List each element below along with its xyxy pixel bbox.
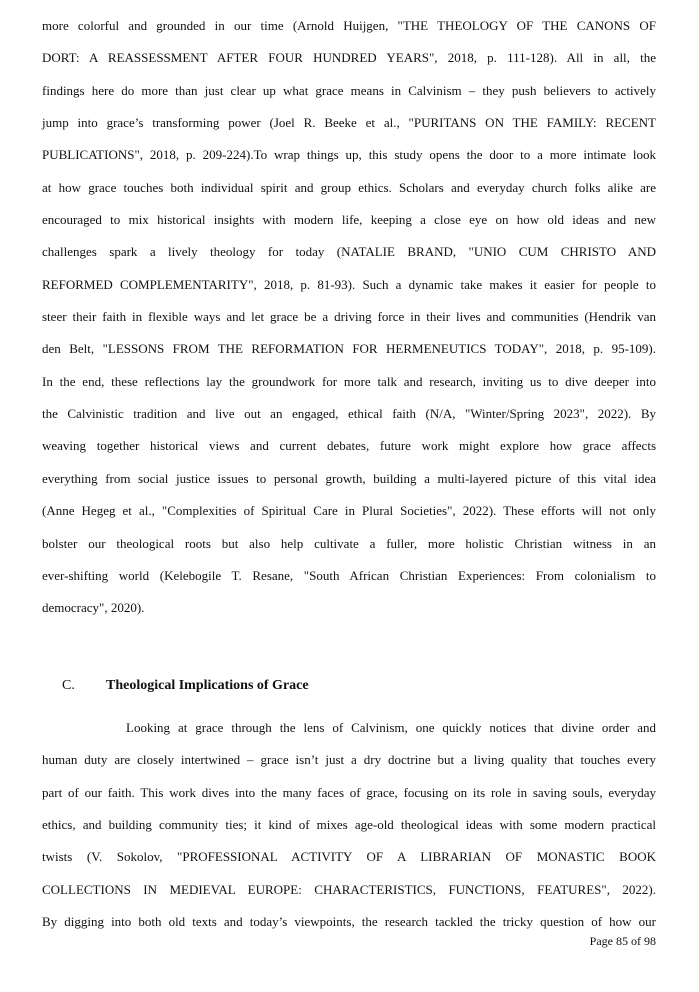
text-line: DORT: A REASSESSMENT AFTER FOUR HUNDRED YEARS", 2018, p. 111-128). All in all, the [42,50,656,66]
text-line: human duty are closely intertwined – grace isn’t just a dry doctrine but a living quality that touches every [42,752,656,768]
text-line: at how grace touches both individual spirit and group ethics. Scholars and everyday church folks alike are [42,179,656,195]
text-line: ever-shifting world (Kelebogile T. Resane, "South African Christian Experiences: From colonialism to [42,567,656,583]
section-heading [62,676,309,696]
text-line: PUBLICATIONS", 2018, p. 209-224).To wrap things up, this study opens the door to a more intimate look [42,147,656,163]
text-line: In the end, these reflections lay the groundwork for more talk and research, inviting us to dive deeper into [42,373,656,389]
text-line: COLLECTIONS IN MEDIEVAL EUROPE: CHARACTERISTICS, FUNCTIONS, FEATURES", 2022). [42,881,656,897]
text-line: (Anne Hegeg et al., "Complexities of Spiritual Care in Plural Societies", 2022). These efforts will not only [42,503,656,519]
text-line: Looking at grace through the lens of Calvinism, one quickly notices that divine order and [126,720,656,735]
text-line: findings here do more than just clear up what grace means in Calvinism – they push believers to actively [42,82,656,98]
section-number: C. [62,678,75,693]
text-line: bolster our theological roots but also help cultivate a fuller, more holistic Christian witness in an [42,535,656,551]
text-line: encouraged to mix historical insights with modern life, keeping a close eye on how old ideas and new [42,212,656,228]
text-line: steer their faith in flexible ways and let grace be a driving force in their lives and communities (Hendrik van [42,309,656,325]
text-line: part of our faith. This work dives into the many faces of grace, focusing on its role in saving souls, everyday [42,784,656,800]
text-line: weaving together historical views and current debates, future work might explore how grace affects [42,438,656,454]
text-line: REFORMED COMPLEMENTARITY", 2018, p. 81-93). Such a dynamic take makes it easier for people to [42,276,656,292]
text-line: more colorful and grounded in our time (Arnold Huijgen, "THE THEOLOGY OF THE CANONS OF [42,18,656,33]
text-line: twists (V. Sokolov, "PROFESSIONAL ACTIVITY OF A LIBRARIAN OF MONASTIC BOOK [42,849,656,865]
text-line: By digging into both old texts and today’s viewpoints, the research tackled the tricky question of how our [42,914,656,930]
text-line: the Calvinistic tradition and live out an engaged, ethical faith (N/A, "Winter/Spring 2023", 2022). By [42,406,656,422]
text-line: everything from social justice issues to personal growth, building a multi-layered picture of this vital idea [42,470,656,486]
text-line: den Belt, "LESSONS FROM THE REFORMATION FOR HERMENEUTICS TODAY", 2018, p. 95-109). [42,341,656,357]
body-paragraph-2 [42,718,656,944]
text-line: jump into grace’s transforming power (Joel R. Beeke et al., "PURITANS ON THE FAMILY: RECENT [42,115,656,131]
section-title: Theological Implications of Grace [106,678,309,693]
page-number: Page 85 of 98 [589,934,656,948]
text-line: democracy", 2020). [42,600,145,616]
text-line: challenges spark a lively theology for today (NATALIE BRAND, "UNIO CUM CHRISTO AND [42,244,656,260]
body-paragraph-1 [42,16,656,631]
text-line: ethics, and building community ties; it kind of mixes age-old theological ideas with some modern practical [42,817,656,833]
